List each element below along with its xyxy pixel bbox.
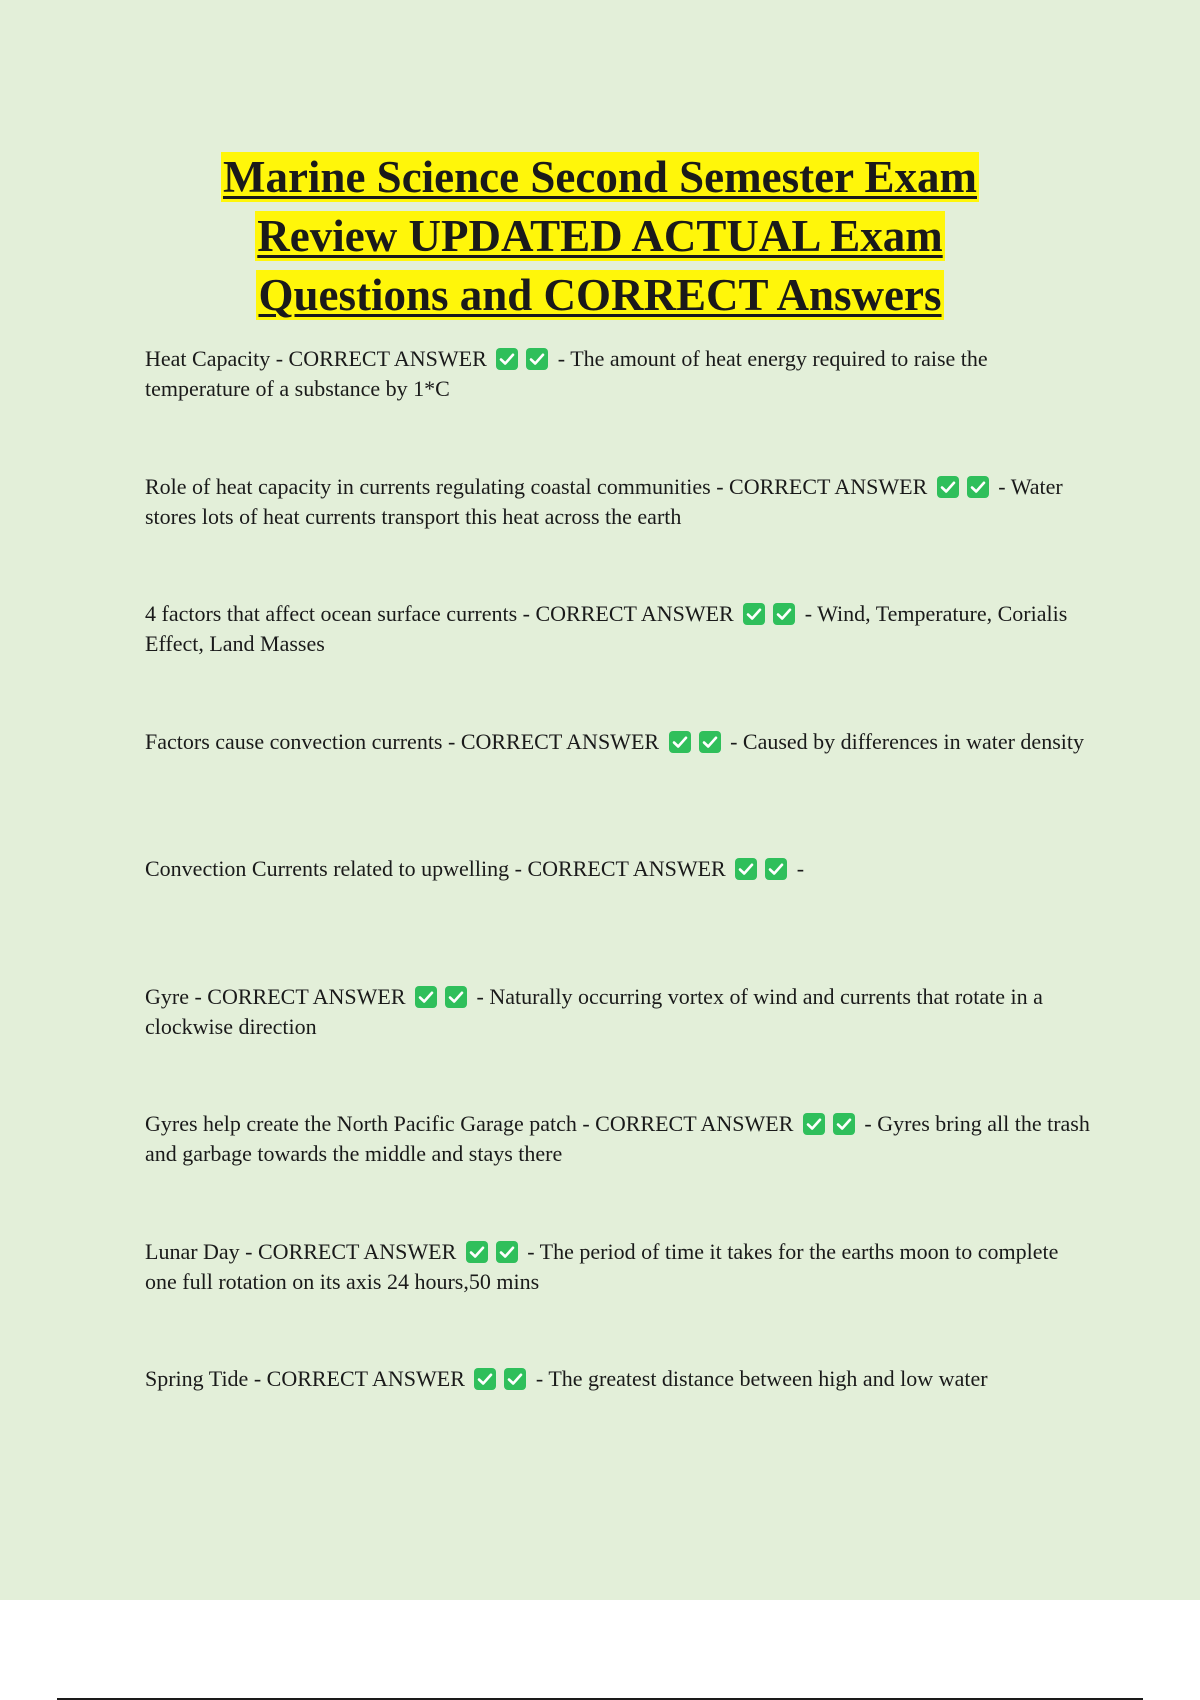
qa-item: [145, 1364, 1090, 1492]
qa-item: [145, 344, 1090, 472]
check-mark-icon: [833, 1113, 855, 1135]
title-line-3: Questions and CORRECT Answers: [258, 270, 942, 320]
check-mark-icon: [466, 1241, 488, 1263]
check-mark-icon: [445, 986, 467, 1008]
check-mark-icon: [765, 858, 787, 880]
check-mark-icon: [496, 348, 518, 370]
qa-question: Spring Tide - CORRECT ANSWER: [145, 1366, 471, 1391]
check-mark-icon: [735, 858, 757, 880]
qa-question: Gyres help create the North Pacific Garage patch - CORRECT ANSWER: [145, 1111, 799, 1136]
check-mark-icon: [967, 476, 989, 498]
qa-item: [145, 1237, 1090, 1365]
qa-question: Heat Capacity - CORRECT ANSWER: [145, 346, 493, 371]
qa-item: [145, 1109, 1090, 1237]
qa-answer: - Gyres bring all the trash and garbage towards the middle and stays there: [145, 1111, 1090, 1166]
check-mark-icon: [496, 1241, 518, 1263]
title-block: [100, 148, 1100, 325]
qa-question: Role of heat capacity in currents regulating coastal communities - CORRECT ANSWER: [145, 473, 933, 499]
qa-answer: - The period of time it takes for the earths moon to complete one full rotation on its axis 24 hours,50 mins: [145, 1238, 1059, 1294]
title-line-1: Marine Science Second Semester Exam: [222, 152, 977, 202]
qa-answer: - Water stores lots of heat currents transport this heat across the earth: [145, 473, 1063, 529]
qa-answer: - The amount of heat energy required to raise the temperature of a substance by 1*C: [145, 346, 988, 401]
qa-question: Convection Currents related to upwelling - CORRECT ANSWER: [145, 856, 732, 881]
check-mark-icon: [699, 731, 721, 753]
check-mark-icon: [773, 603, 795, 625]
qa-question: Lunar Day - CORRECT ANSWER: [145, 1238, 462, 1264]
qa-question: 4 factors that affect ocean surface currents - CORRECT ANSWER: [145, 601, 740, 626]
qa-question: Factors cause convection currents - CORRECT ANSWER: [145, 728, 665, 754]
check-mark-icon: [474, 1368, 496, 1390]
qa-answer: - Naturally occurring vortex of wind and currents that rotate in a clockwise direction: [145, 983, 1043, 1039]
qa-answer: - Wind, Temperature, Corialis Effect, Land Masses: [145, 601, 1068, 656]
qa-item: [145, 599, 1090, 727]
qa-item: [145, 854, 1090, 982]
check-mark-icon: [669, 731, 691, 753]
qa-answer: - Caused by differences in water density: [724, 728, 1084, 754]
qa-item: [145, 472, 1090, 600]
check-mark-icon: [504, 1368, 526, 1390]
qa-answer: -: [791, 856, 805, 881]
qa-question: Gyre - CORRECT ANSWER: [145, 983, 412, 1009]
check-mark-icon: [415, 986, 437, 1008]
check-mark-icon: [937, 476, 959, 498]
qa-item: [145, 982, 1090, 1110]
check-mark-icon: [803, 1113, 825, 1135]
title-line-2: Review UPDATED ACTUAL Exam: [257, 211, 943, 261]
document-title: [100, 148, 1100, 325]
check-mark-icon: [526, 348, 548, 370]
qa-item: [145, 727, 1090, 855]
qa-list: [145, 344, 1090, 1492]
check-mark-icon: [743, 603, 765, 625]
qa-answer: - The greatest distance between high and low water: [530, 1366, 988, 1391]
